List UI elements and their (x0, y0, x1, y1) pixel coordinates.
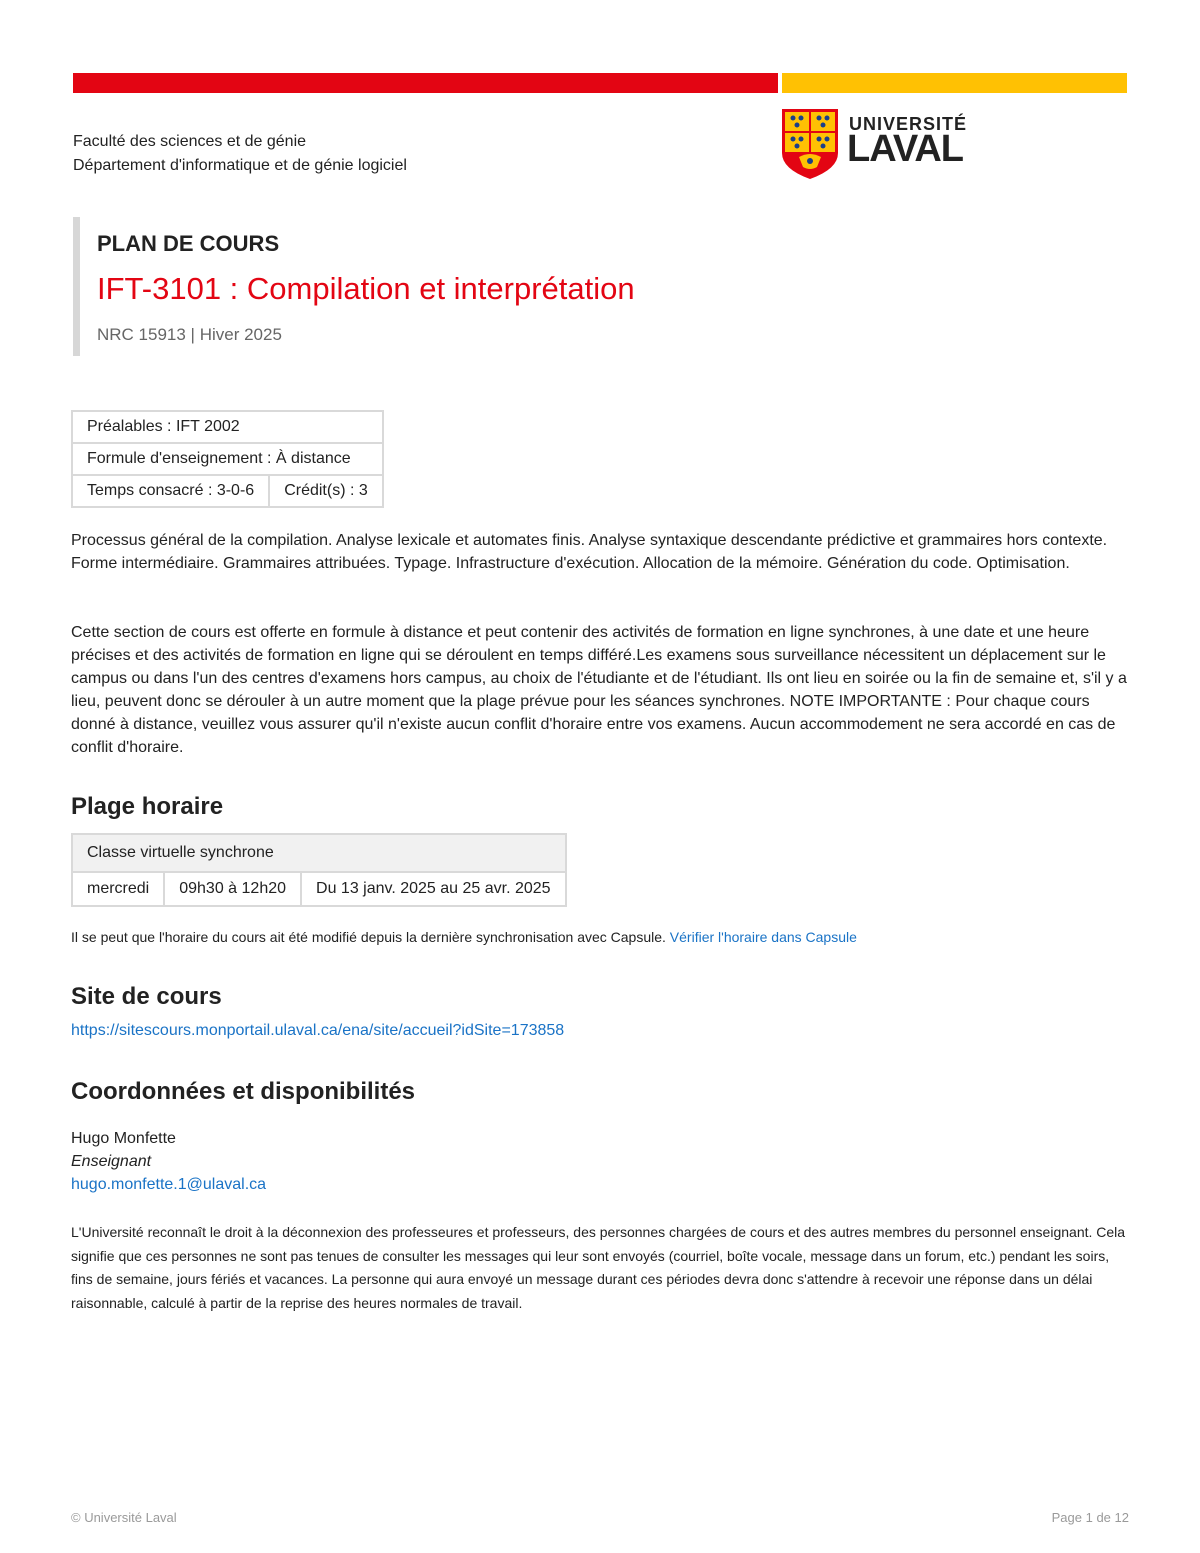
prerequisites-cell: Préalables : IFT 2002 (72, 411, 383, 443)
course-description: Processus général de la compilation. Analyse lexicale et automates finis. Analyse syntaxique descendante prédictive et grammaires hors contexte. Forme intermédiaire. Grammaires attribuées. Typage. Infrastructure d'exécution. Allocation de la mémoire. Génération du code. Optimisation. (71, 532, 1108, 572)
schedule-day: mercredi (72, 872, 164, 906)
faculty-name: Faculté des sciences et de génie (73, 133, 307, 150)
course-title: IFT-3101 : Compilation et interprétation (97, 271, 635, 306)
schedule-table (71, 833, 567, 907)
disconnection-disclaimer: L'Université reconnaît le droit à la déconnexion des professeures et professeurs, des personnes chargées de cours et des autres membres du personnel enseignant. Cela signifie que ces personnes ne sont pas tenues de consulter les messages qui leur sont envoyés (courriel, boîte vocale, message dans un forum, etc.) pendant les soirs, fins de semaine, jours fériés et vacances. La personne qui aura envoyé un message durant ces périodes devra donc s'attendre à recevoir une réponse dans un délai raisonnable, calculé à partir de la reprise des heures normales de travail. (71, 1224, 1126, 1311)
faculty-block (73, 130, 407, 178)
logo-laval-text: LAVAL (847, 128, 964, 170)
instructor-role: Enseignant (71, 1153, 152, 1170)
course-title-block (73, 217, 780, 356)
schedule-heading: Plage horaire (71, 793, 224, 820)
credits-cell: Crédit(s) : 3 (269, 475, 383, 507)
header-red-bar (73, 73, 778, 93)
schedule-note (71, 929, 857, 945)
schedule-hours: 09h30 à 12h20 (164, 872, 301, 906)
instructor-name: Hugo Monfette (71, 1130, 176, 1147)
schedule-dates: Du 13 janv. 2025 au 25 avr. 2025 (301, 872, 566, 906)
instructor-email-link[interactable]: hugo.monfette.1@ulaval.ca (71, 1176, 267, 1193)
course-info-table (71, 410, 384, 508)
contact-card (71, 1127, 266, 1196)
teaching-formula-cell: Formule d'enseignement : À distance (72, 443, 383, 475)
footer-copyright: © Université Laval (71, 1510, 177, 1525)
contact-heading: Coordonnées et disponibilités (71, 1078, 416, 1105)
plan-de-cours-label: PLAN DE COURS (97, 231, 280, 256)
schedule-note-text: Il se peut que l'horaire du cours ait été modifié depuis la dernière synchronisation avec Capsule. (71, 929, 666, 945)
schedule-type: Classe virtuelle synchrone (72, 834, 566, 872)
logo-universite-text: UNIVERSITÉ (849, 114, 968, 134)
site-heading: Site de cours (71, 983, 222, 1010)
time-cell: Temps consacré : 3-0-6 (72, 475, 269, 507)
section-note: Cette section de cours est offerte en formule à distance et peut contenir des activités de formation en ligne synchrones, à une date et une heure précises et des activités de formation en ligne qui se déroulent en temps différé.Les examens sous surveillance nécessitent un déplacement sur le campus ou dans l'un des centres d'examens hors campus, au choix de l'étudiante et de l'étudiant. Ils ont lieu en soirée ou la fin de semaine et, s'il y a lieu, peuvent donc se dérouler à un autre moment que la plage prévue pour les séances synchrones. NOTE IMPORTANTE : Pour chaque cours donné à distance, veuillez vous assurer qu'il n'existe aucun conflit d'horaire entre vos examens. Aucun accommodement ne sera accordé en cas de conflit d'horaire. (71, 624, 1127, 756)
check-schedule-link[interactable]: Vérifier l'horaire dans Capsule (669, 929, 857, 945)
header-yellow-bar (782, 73, 1127, 93)
course-meta: NRC 15913 | Hiver 2025 (97, 325, 282, 344)
footer-page-number: Page 1 de 12 (1051, 1510, 1129, 1525)
course-site-link[interactable]: https://sitescours.monportail.ulaval.ca/ena/site/accueil?idSite=173858 (71, 1022, 565, 1039)
department-name: Département d'informatique et de génie logiciel (73, 157, 407, 174)
